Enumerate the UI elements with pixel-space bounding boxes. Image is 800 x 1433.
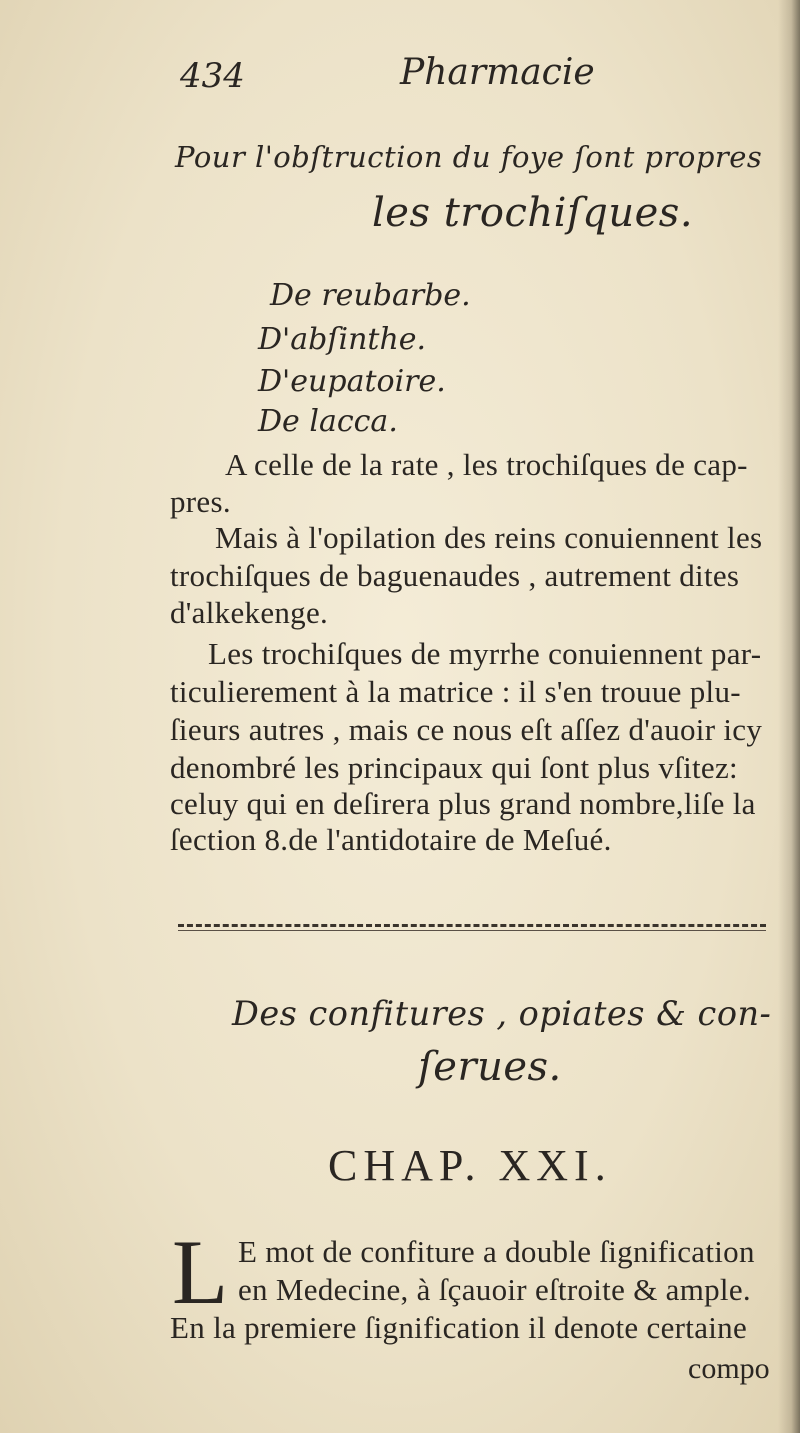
list-item: D'abſinthe. — [258, 322, 427, 357]
section-title-line-2: les trochiſques. — [372, 190, 694, 236]
paragraph-3-line-2: ticulierement à la matrice : il s'en trouue plu- — [170, 674, 741, 709]
page-edge-shadow — [778, 0, 800, 1433]
section-title-line-1: Des confitures , opiates & con- — [232, 994, 772, 1033]
paragraph-3-line-1: Les trochiſques de myrrhe conuiennent par- — [208, 636, 762, 671]
drop-cap: L — [172, 1221, 229, 1323]
running-head: Pharmacie — [400, 52, 595, 93]
section-title-line-1: Pour l'obſtruction du foye ſont propres — [175, 140, 763, 174]
paragraph-1-line-1: A celle de la rate , les trochiſques de cap- — [225, 447, 748, 482]
paragraph-3-line-6: ſection 8.de l'antidotaire de Meſué. — [170, 822, 612, 857]
paragraph-3-line-4: denombré les principaux qui ſont plus vſitez: — [170, 750, 738, 785]
paragraph-2-line-3: d'alkekenge. — [170, 595, 329, 630]
paragraph-2-line-1: Mais à l'opilation des reins conuiennent les — [215, 520, 763, 555]
paragraph-3-line-3: ſieurs autres , mais ce nous eſt aſſez d'auoir icy — [170, 712, 763, 747]
ornamental-rule — [178, 924, 766, 927]
chapter-heading: CHAP. XXI. — [328, 1141, 612, 1190]
closing-line-2: en Medecine, à ſçauoir eſtroite & ample. — [238, 1272, 751, 1307]
page-number: 434 — [180, 56, 245, 96]
ornamental-rule-underline — [178, 930, 766, 931]
paragraph-2-line-2: trochiſques de baguenaudes , autrement dites — [170, 558, 740, 593]
list-item: De reubarbe. — [270, 278, 471, 313]
closing-line-3: En la premiere ſignification il denote certaine — [170, 1310, 748, 1345]
paragraph-3-line-5: celuy qui en deſirera plus grand nombre,liſe la — [170, 786, 756, 821]
paragraph-1-line-2: pres. — [170, 484, 231, 519]
section-title-line-2: ſerues. — [418, 1044, 562, 1090]
list-item: D'eupatoire. — [258, 364, 446, 399]
closing-line-1: E mot de confiture a double ſignification — [238, 1234, 755, 1269]
catchword: compo — [688, 1352, 770, 1385]
list-item: De lacca. — [258, 404, 398, 439]
